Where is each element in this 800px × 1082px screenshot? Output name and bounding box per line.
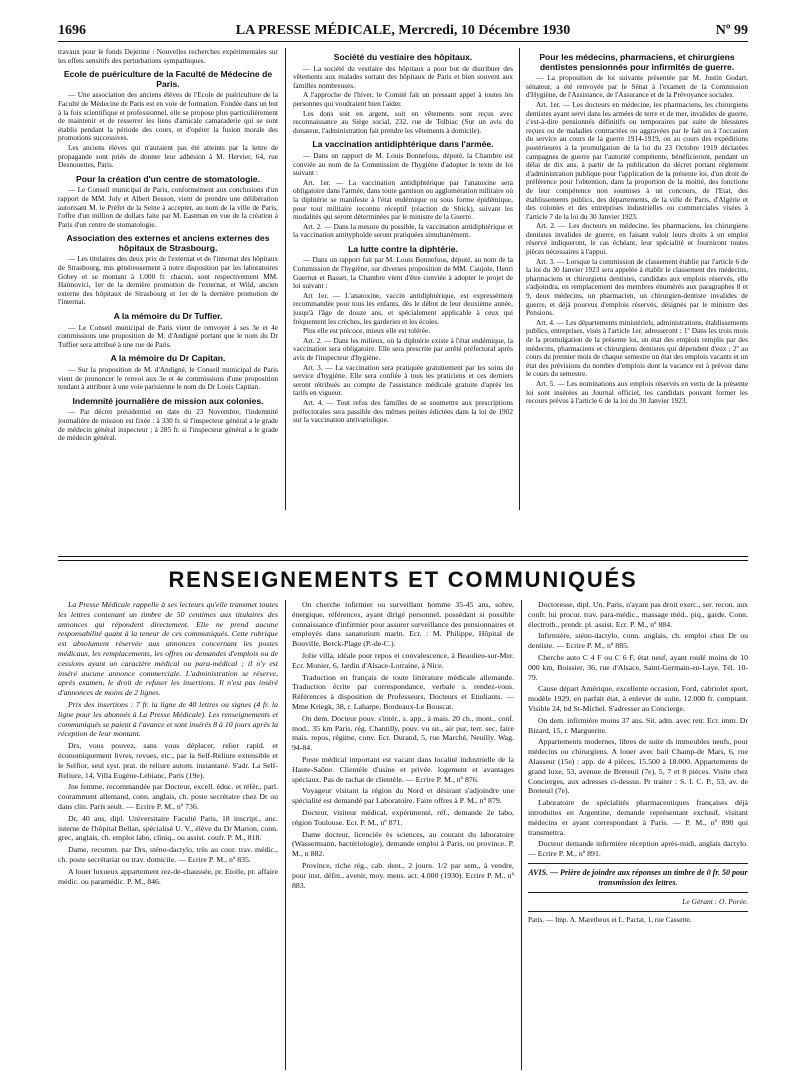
- classified-ad: On dem. Docteur pouv. s'intér., s. app., à mais. 20 ch., mont., conf. mod., 35 km Paris, rég. Chantilly, pouv. vu sit., air pur, terr. sec, faire mais. repos, régime, conv. Ecr. Durand, 5, rue Marché, Neuilly. Wag. 94-84.: [292, 713, 514, 753]
- classifieds-columns: [58, 600, 748, 1070]
- divider: [528, 892, 748, 893]
- section-rule: [58, 556, 748, 557]
- classified-ad: On dem. infirmière moins 37 ans. Sit. adm. avec retr. Ecr. imm. Dr Bizard, 15, r. Marguerite.: [528, 715, 748, 735]
- column-divider: [285, 600, 286, 1070]
- classified-ad: Dame, recomm. par Drs, sténo-dactylo, très au cour. trav. médic., ch. poste secrétariat ou trav. domicile. — Ecrire P. M., nº 835.: [58, 845, 278, 864]
- article-heading: Indemnité journalière de mission aux colonies.: [72, 395, 264, 406]
- column-divider: [521, 600, 522, 1070]
- article-paragraph: Art. 3. — La vaccination sera pratiquée gratuitement par les soins du service d'hygiène. Elle sera confiée à tous les praticiens et ces derniers seront rétribués au compte de l'assistance médicale gratuite d'après les tarifs en vigueur.: [293, 362, 513, 398]
- classified-ad: Poste médical important est vacant dans localité industrielle de la Haute-Saône. Clientèle d'usine et privée. logement et avantages spéciaux. Pas de rachat de clientèle. — Ecrire P. M., nº 876.: [292, 754, 514, 784]
- journal-title: LA PRESSE MÉDICALE, Mercredi, 10 Décembre 1930: [235, 23, 571, 38]
- divider: [528, 863, 748, 864]
- article-heading: A la mémoire du Dr Tuffier.: [113, 311, 223, 322]
- classifieds-column-1: [58, 600, 278, 1070]
- running-header: [58, 22, 748, 42]
- article-paragraph: — Dans un rapport fait par M. Louis Bonnefous, député, au nom de la Commission de l'hygiène, sur diverses proposition de MM. Caujole, Henri Guernut et Basset, la Chambre vient d'être conviée à adopter le projet de loi suivant :: [293, 255, 513, 291]
- article-paragraph: Art. 2. — Les docteurs en médecine, les pharmaciens, les chirurgiens dentistes invalides de guerre, en faisant valoir leurs droits à un emploi réservé indiqueront, le cas échéant, leur spécialité et fourniront toutes pièces nécessaires à l'appui.: [526, 221, 748, 257]
- classified-ad: Traduction en français de toute littérature médicale allemande. Traduction écrite par correspondance, verbale s. rendez-vous. Références à disposition de Professeurs, Docteurs et Etudiants. — Mme Kriegk, 38, r. Laharpe, Bordeaux-Le Bouscat.: [292, 672, 514, 711]
- classifieds-column-3: [528, 600, 748, 1070]
- article-paragraph: Les anciens élèves qui n'auraient pas été atteints par la lettre de propagande sont priés de donner leur adhésion à M. Hervier, 64, rue Desnouettes, Paris.: [58, 142, 278, 170]
- printer-imprint: Paris. — Imp. A. Maretheux et L. Pactat, 1, rue Cassette.: [528, 915, 692, 924]
- article-paragraph: Art 1er. — L'anatoxine, vaccin antidiphtérique, est expressément recommandée pour tous les enfants, dès le début de leur deuxième année, jusqu'à l'âge de douze ans, et spécialement applicable à ceux qui fréquentent les crèches, les garderies et les écoles.: [293, 290, 513, 326]
- classified-ad: Docteur demande infirmière réception après-midi, anglais dactylo. — Ecrire P. M., nº 891.: [528, 839, 748, 859]
- article-paragraph: Art. 1er. — La vaccination antidiphtérique par l'anatoxine sera obligatoire dans l'armée, dans toute garnison ou agglomération militaire où la diphtérie se manifeste à l'état endémique ou sous forme épidémique, pour tout militaire reconnu réceptif (réaction de Shick), suivant les modalités qui seront déterminées par le ministre de la Guerre.: [293, 177, 513, 222]
- article-heading: A la mémoire du Dr Capitan.: [110, 353, 226, 364]
- news-column-1: [58, 48, 278, 510]
- article-paragraph: Les dons soit en argent, soit en vêtements sont reçus avec reconnaissance au Siège social, 232, rue de Tolbiac (Sur un avis du donateur, l'administration fait prendre les vêtements à domicile).: [293, 108, 513, 135]
- article-paragraph: — Par décret présidentiel en date du 23 Novembre, l'indemnité journalière de mission est fixée : à 330 fr. si l'inspecteur général a le grade de médecin général inspecteur ; à 285 fr. si l'inspecteur général a le grade de médecin général.: [58, 407, 278, 443]
- article-paragraph: travaux pour le fonds Dejerine : Nouvelles recherches expérimentales sur les effets sensitifs des perturbations sympathiques.: [58, 48, 278, 65]
- article-heading: La vaccination antidiphtérique dans l'armée.: [312, 139, 494, 150]
- classified-ad: On cherche infirmier ou surveillant homme 35-45 ans, sobre, énergique, références, ayant dirigé personnel, possédant si possible connaissance d'infirmier pour assurer surveillance des pensionnaires et employés dans sanatorium marin. Ecr. : M. Philippe, Hôpital de Bouville, Berck-Plage (P.-de-C.).: [292, 600, 514, 649]
- editorial-notice: La Presse Médicale rappelle à ses lecteurs qu'elle transmet toutes les lettres contenant un timbre de 50 centimes aux titulaires des annonces qui répondent directement. Elle ne prend aucune responsabilité quant à la teneur de ces communiqués. Cette rubrique est absolument réservée aux annonces concernant les postes médicaux, les remplacements, les offres ou demandes d'emplois ou de cessions ayant un caractère médical ou para-médical ; il n'y est inséré aucune annonce commerciale. L'administration se réserve, après examen, le droit de refuser les insertions. Il n'est pas inséré d'annonces de moins de 2 lignes.: [58, 600, 278, 698]
- article-heading: Société du vestiaire des hôpitaux.: [333, 52, 473, 62]
- article-paragraph: Plus elle est précoce, mieux elle est tolérée.: [303, 326, 431, 336]
- classifieds-list: [528, 600, 748, 859]
- article-paragraph: Art. 1er. — Les docteurs en médecine, les pharmaciens, les chirurgiens dentistes ayant servi dans les armées de terre et de mer, invalides de guerre, c'est-à-dire pensionnés définitifs ou temporaires par suite de blessures reçues ou de maladies contractées ou aggravées par le fait ou à l'occasion du service au cours de la guerre 1914-1919, ou au cours des expéditions postérieures à la promulgation de la loi du 23 Octobre 1919 déclarées campagnes de guerre par l'autorité compétente, bénéficieront, pendant un délai de dix ans, à partir de la publication du décret portant règlement d'administration publique pour l'application de la présente loi, d'un droit de préférence pour l'obtention, dans la proportion de la moitié, des fonctions de leur compétence non soumises à un concours, de l'Etat, des établissements publics, des départements, de la ville de Paris, d'Algérie et des colonies et des entreprises industrielles ou commerciales visées à l'article 7 de la loi du 30 Janvier 1923.: [526, 99, 748, 221]
- classified-ad: Cause départ Amérique, excellente occasion, Ford, cabriolet sport, modèle 1929, en parfait état, à enlever de suite, 12.000 fr. comptant. Visible 24, bd St-Michel. S'adresser au Concierge.: [528, 684, 748, 713]
- gerant-line: Le Gérant : O. Porée.: [682, 896, 748, 906]
- article-paragraph: A l'approche de l'hiver, le Comité fait un pressant appel à toutes les personnes qui voudraient bien l'aider.: [293, 90, 513, 108]
- issue-number: Nº 99: [715, 23, 748, 38]
- classified-ad: Appartements modernes, libres de suite ds immeubles neufs, pour médecins ou chirurgiens. A louer avec bail Champ-de Mars, 6, rue Alasseur (15e) : app. de 4 pièces, 15.500 à 18.000. Appartements de grand luxe, 53, avenue de Breteuil (7e), 5, 7 et 8 pièces. Visite chez Concierges, aux adresses ci-dessus. Pr traiter : S. I. C. P., 53, av. de Breteuil (7e).: [528, 737, 748, 796]
- news-columns: [58, 48, 748, 510]
- classified-ad: Jolie villa, idéale pour repos et convalescence, à Beaulieu-sur-Mer. Ecr. Monier, 6, Jardin d'Alsace-Lorraine, à Nice.: [292, 650, 514, 670]
- article-heading: Pour la création d'un centre de stomatologie.: [76, 173, 260, 184]
- column-divider: [285, 48, 286, 510]
- article-paragraph: Art. 3. — Lorsque la commission de classement établie par l'article 6 de la loi du 30 Janvier 1923 sera appelée à établir le classement des médecins, pharmaciens et chirurgiens dentistes, candidats aux emplois réservés, elle s'adjoindra, en remplacement des membres énumérés aux paragraphes 8 et 9, deux médecins, un pharmacien, un chirurgien-dentiste invalides de guerre, et déjà pourvus d'emplois réservés, désignés par le ministre des Pensions.: [526, 256, 748, 318]
- article-paragraph: — Le Conseil municipal de Paris vient de renvoyer à ses 3e et 4e commissions une proposition de M. d'Andigné portant que le nom du Dr Tuffier sera attribué à une rue de Paris.: [58, 322, 278, 349]
- classified-ad: Jne femme, recommandée par Docteur, excell. éduc. et référ., parl. couramment allemand, conn. anglais, ch. poste secrétaire chez Dr ou dans clin. Paris seult. — Ecrire P. M., nº 736.: [58, 782, 278, 811]
- article-paragraph: Art. 2. — Dans les milieux, où la diphtérie existe à l'état endémique, la vaccination sera obligatoire. Elle sera prescrite par arrêté préfectoral après avis de l'inspecteur d'hygiène.: [293, 335, 513, 362]
- article-paragraph: — Dans un rapport de M. Louis Bonnefous, député, la Chambre est conviée au nom de la Commission de l'hygiène d'adopter le texte de loi suivant :: [293, 150, 513, 178]
- article-paragraph: Art. 4. — Tout refus des familles de se soumettre aux prescriptions préfectorales sera passible des mêmes peines édictées dans la loi de 1902 sur la vaccination antivariolique.: [293, 397, 513, 425]
- classified-ad: A louer luxueux appartement rez-de-chaussée, pr. Etoile, pr. affaire médic. ou paramédic. P. M., 846.: [58, 866, 278, 886]
- avis-notice: AVIS. — Prière de joindre aux réponses un timbre de 0 fr. 50 pour transmission des lettres.: [528, 867, 748, 887]
- classified-ad: Cherche auto C 4 F ou C 6 F, état neuf, ayant roulé moins de 10 000 km, Boissier, 36, rue d'Alsace, Saint-Germain-en-Laye. Tél. 10-79.: [528, 652, 748, 682]
- article-heading: La lutte contre la diphtérie.: [348, 243, 458, 254]
- article-paragraph: — La société du vestiaire des hôpitaux a pour but de distribuer des vêtements aux malades sortant des hôpitaux de Paris et bien souvent aux familles nombreuses.: [293, 63, 513, 90]
- article-paragraph: Art. 2. — Dans la mesure du possible, la vaccination antidiphtérique et la vaccination antityphoïde seront pratiquées simultanément.: [293, 221, 513, 240]
- article-paragraph: — Le Conseil municipal de Paris, conformément aux conclusions d'un rapport de MM. Joly et Albert Besson, vient de prendre une délibération autorisant M. le Préfet de la Seine à accepter, au nom de la ville de Paris, l'offre d'un million de dollars faite par M. Eastman en vue de la création à Paris d'un centre de stomatologie.: [58, 185, 278, 229]
- classified-ad: Docteur, visiteur médical, expérimenté, réf., demande 2e labo, région Toulouse. Ecr. P. M., nº 871.: [292, 807, 514, 827]
- article-paragraph: — Les titulaires des deux prix de l'externat et de l'internat des hôpitaux de Strasbourg, mis généreusement à notre disposition par les laboratoires Gobey et se montant à 1.000 fr. chacun, sont respectivement MM. Haïmovici, 1er de la dernière promotion de l'externat, et Wild, ancien externe des hôpitaux de Strasbourg et 1er de la dernière promotion de l'internat.: [58, 254, 278, 307]
- article-heading: Ecole de puériculture de la Faculté de Médecine de Paris.: [63, 69, 273, 89]
- classified-ad: Voyageur visitant la région du Nord et désirant s'adjoindre une spécialité est demandé par Laboratoire. Faire offres à P. M., nº 879.: [292, 786, 514, 806]
- page-number: 1696: [58, 23, 86, 38]
- article-paragraph: Art. 5. — Les nominations aux emplois réservés en vertu de la présente loi sont insérées au Journal officiel, les candidats pouvant former les recours prévus à l'article 6 de la loi du 30 Janvier 1923.: [526, 378, 748, 406]
- classified-ad: Dr, 40 ans, dipl. Universitaire Faculté Paris, 18 inscript., anc. interne de l'hôpital Bellan, spécialisé U. V., élève du Dr Marion, conn. grec, anglais, ch. emploi labo, cliniq., ou assist. coufr. P. M., 818.: [58, 813, 278, 843]
- classified-ad: Dame docteur, licenciée ès sciences, au courant du laboratoire (Wassermann, bactériologie), demande emploi à Paris, ou province. P. M., n 882.: [292, 829, 514, 859]
- section-rule: [58, 560, 748, 561]
- section-title: RENSEIGNEMENTS ET COMMUNIQUÉS: [168, 567, 638, 592]
- classified-ad: Province, riche rég., cab. dent., 2 journ. 1/2 par sem., à vendre, pour inst. défin., avenir, moy. mens. act. 4.000 (1930). Ecrire P. M., nº 883.: [292, 860, 514, 890]
- article-paragraph: Art. 4. — Les départements ministériels, administrations, établissements publics, entreprises, visés à l'article 1er, adresseront : 1º Dans les trois mois de la promulgation de la présente loi, un état des emplois remplis par des médecins, pharmaciens et chirurgiens dentistes qui dépendent d'eux ; 2º au cours du premier mois de chaque semestre un état des emplois vacants et un état des prévisions du nombre d'emplois dont la vacance est à prévoir dans le cours du semestre.: [526, 317, 748, 379]
- classified-ad: Drs, vous pouvez, sans vous déplacer, relier rapid. et économiquement livres, revues, etc., par la Self-Reliure extensible et le Selfior, seul syst. prat. de reliure autom. instantané. S'adr. La Self-Reliure, 14, Villa Eugène-Lebianc, Paris (19e).: [58, 741, 278, 780]
- divider: [528, 911, 748, 912]
- classified-ad: Infirmière, sténo-dactylo, conn. anglais, ch. emploi chez Dr ou dentiste. — Ecrire P. M., nº 885.: [528, 631, 748, 651]
- article-paragraph: — La proposition de loi suivante présentée par M. Justin Godart, sénateur, a été renvoyée par le Sénat à l'examen de la Commission d'Hygiène, de l'Assistance, de l'Assurance et de la Prévoyance sociales.: [526, 73, 748, 100]
- column-divider: [519, 48, 520, 510]
- classified-ad: Doctoresse, dipl. Un. Paris, n'ayant pas droit exerc., ser. recon. aux confr. lui procur. trav. para-médic., massage méd., piq., garde. Conn. électroth., prendr. pl. assist. Ecr. P. M., nº 884.: [528, 600, 748, 629]
- article-paragraph: — Sur la proposition de M. d'Andigné, le Conseil municipal de Paris vient de prononcer le renvoi aux 3e et 4e commissions d'une proposition tendant à attribuer à une voie parisienne le nom du Dr Louis Capitan.: [58, 365, 278, 392]
- news-column-2: [293, 48, 513, 510]
- article-heading: Association des externes et anciens externes des hôpitaux de Strasbourg.: [66, 233, 270, 253]
- editorial-notice: Prix des insertions : 7 fr. la ligne de 40 lettres ou signes (4 fr. la ligne pour les abonnés à La Presse Médicale). Les renseignements et communiqués se paient à l'avance et sont insérés 8 à 10 jours après la réception de leur montant.: [58, 699, 278, 739]
- article-paragraph: — Une association des anciens élèves de l'Ecole de puériculture de la Faculté de Médecine de Paris est en voie de formation. Fondée dans un but à la fois scientifique et professionnel, elle se propose plus particulièrement de maintenir et de resserrer les liens d'amicale camaraderie qui se sont établis pendant la période des cours, et d'opérer la fusion morale des promotions successives.: [58, 90, 278, 143]
- article-heading: Pour les médecins, pharmaciens, et chirurgiens dentistes pensionnés pour infirmités de guerre.: [539, 52, 735, 72]
- classifieds-column-2: [292, 600, 514, 1070]
- classified-ad: Laboratoire de spécialités pharmaceutiques françaises déjà introduites en Argentine, demande représentant exclusif, visitant médecins et ayant correspondant à Paris. — P. M., nº 890 qui transmettra.: [528, 798, 748, 837]
- news-column-3: [526, 48, 748, 510]
